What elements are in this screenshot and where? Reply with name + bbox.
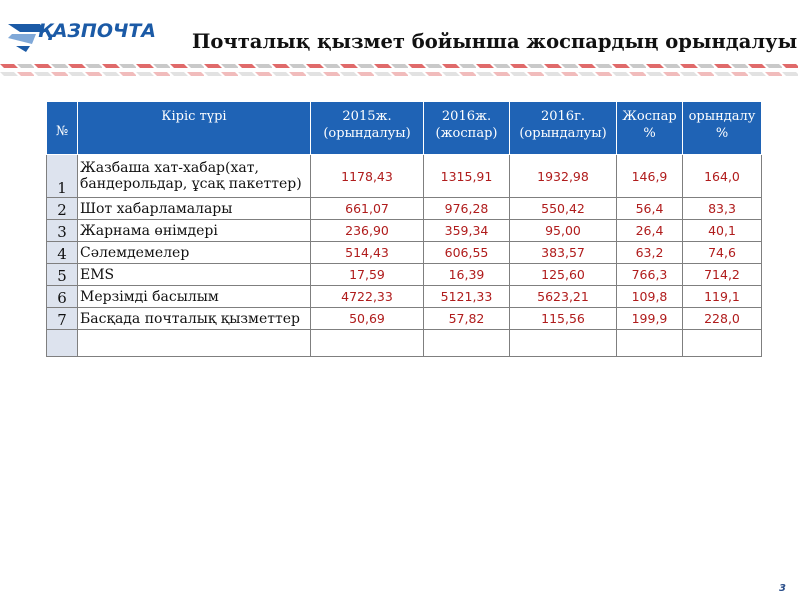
page-title: Почталық қызмет бойынша жоспардың орындалуы [192, 30, 798, 53]
table-row [47, 155, 762, 198]
header-plan-percent: Жоспар % [617, 102, 683, 155]
table-row [47, 242, 762, 264]
logo-text: ҚАЗПОЧТА [38, 20, 156, 42]
header-income-type: Кіріс түрі [78, 102, 311, 155]
table-row [47, 264, 762, 286]
row-name: Шот хабарламалары [78, 198, 311, 220]
cell-plan-percent: 199,9 [617, 308, 683, 330]
row-number: 2 [47, 198, 78, 220]
cell-2016-plan: 16,39 [424, 264, 510, 286]
cell-2016-actual: 383,57 [510, 242, 617, 264]
cell-execution-percent: 40,1 [683, 220, 762, 242]
cell-plan-percent: 109,8 [617, 286, 683, 308]
row-number: 3 [47, 220, 78, 242]
row-name: Басқада почталық қызметтер [78, 308, 311, 330]
empty-cell [78, 330, 311, 357]
cell-execution-percent: 228,0 [683, 308, 762, 330]
header-execution-percent: орындалу % [683, 102, 762, 155]
empty-cell [47, 330, 78, 357]
cell-2016-actual: 95,00 [510, 220, 617, 242]
cell-2015-actual: 514,43 [311, 242, 424, 264]
cell-2016-actual: 115,56 [510, 308, 617, 330]
cell-execution-percent: 83,3 [683, 198, 762, 220]
row-name: Жарнама өнімдері [78, 220, 311, 242]
row-number: 1 [47, 155, 78, 198]
row-number: 6 [47, 286, 78, 308]
row-name: Сәлемдемелер [78, 242, 311, 264]
header-number: № [47, 102, 78, 155]
cell-2015-actual: 661,07 [311, 198, 424, 220]
cell-execution-percent: 714,2 [683, 264, 762, 286]
row-number: 5 [47, 264, 78, 286]
cell-2016-actual: 5623,21 [510, 286, 617, 308]
cell-execution-percent: 119,1 [683, 286, 762, 308]
airmail-stripes [0, 60, 798, 78]
cell-2016-actual: 1932,98 [510, 155, 617, 198]
cell-2015-actual: 4722,33 [311, 286, 424, 308]
cell-2015-actual: 1178,43 [311, 155, 424, 198]
cell-2016-actual: 550,42 [510, 198, 617, 220]
empty-cell [617, 330, 683, 357]
cell-2016-plan: 976,28 [424, 198, 510, 220]
empty-cell [424, 330, 510, 357]
table-row [47, 198, 762, 220]
row-name: Мерзімді басылым [78, 286, 311, 308]
cell-2016-plan: 359,34 [424, 220, 510, 242]
row-number: 7 [47, 308, 78, 330]
empty-cell [683, 330, 762, 357]
cell-plan-percent: 63,2 [617, 242, 683, 264]
plan-table [46, 101, 762, 357]
cell-2015-actual: 50,69 [311, 308, 424, 330]
row-number: 4 [47, 242, 78, 264]
header-2016-actual: 2016г. (орындалуы) [510, 102, 617, 155]
cell-2016-plan: 5121,33 [424, 286, 510, 308]
table-row [47, 286, 762, 308]
cell-2016-actual: 125,60 [510, 264, 617, 286]
cell-plan-percent: 26,4 [617, 220, 683, 242]
cell-2016-plan: 57,82 [424, 308, 510, 330]
cell-execution-percent: 74,6 [683, 242, 762, 264]
header-2015-actual: 2015ж. (орындалуы) [311, 102, 424, 155]
cell-plan-percent: 766,3 [617, 264, 683, 286]
cell-2015-actual: 236,90 [311, 220, 424, 242]
row-name: Жазбаша хат-хабар(хат, бандерольдар, ұсақ пакеттер) [78, 155, 311, 198]
table-row-empty [47, 330, 762, 357]
cell-2015-actual: 17,59 [311, 264, 424, 286]
empty-cell [510, 330, 617, 357]
empty-cell [311, 330, 424, 357]
header-2016-plan: 2016ж. (жоспар) [424, 102, 510, 155]
row-name: EMS [78, 264, 311, 286]
cell-execution-percent: 164,0 [683, 155, 762, 198]
cell-2016-plan: 1315,91 [424, 155, 510, 198]
cell-2016-plan: 606,55 [424, 242, 510, 264]
table-row [47, 308, 762, 330]
page-number: 3 [779, 583, 786, 594]
cell-plan-percent: 56,4 [617, 198, 683, 220]
cell-plan-percent: 146,9 [617, 155, 683, 198]
table-row [47, 220, 762, 242]
